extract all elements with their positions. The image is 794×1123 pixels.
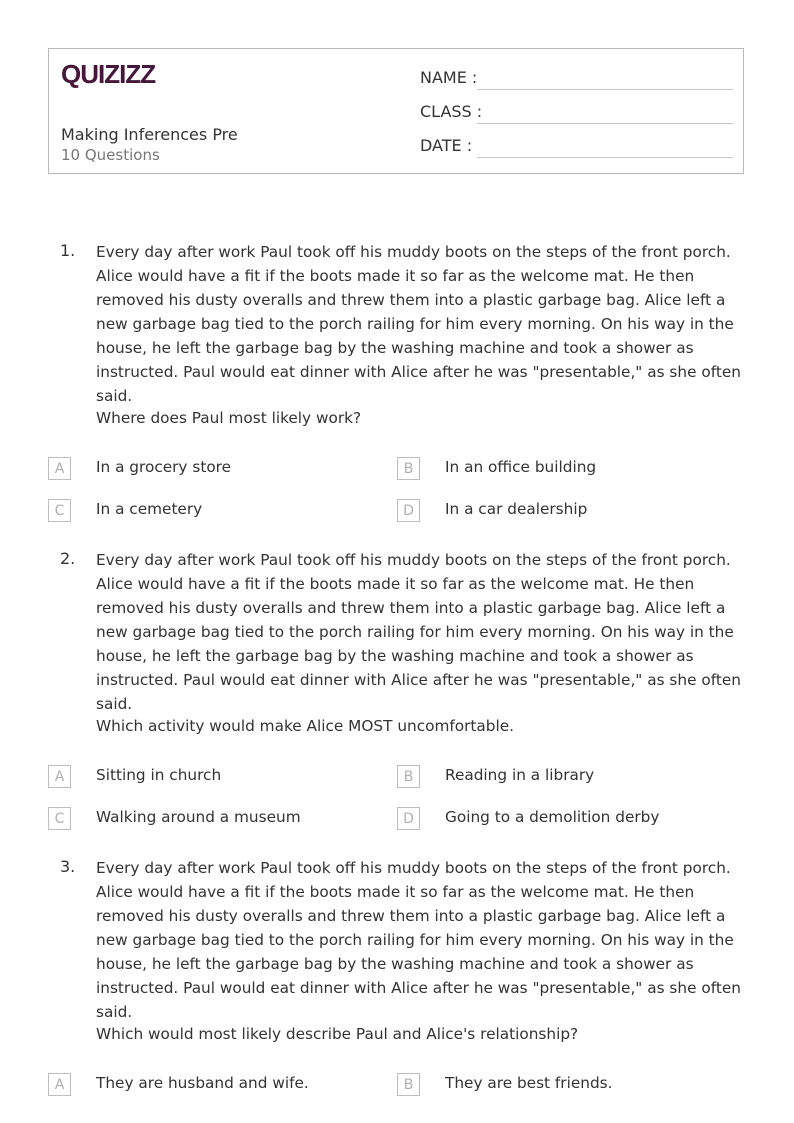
question-number: 1. [60,241,76,260]
date-line [477,157,733,158]
option-a-text: They are husband and wife. [96,1074,309,1092]
option-a-text: In a grocery store [96,458,232,476]
class-label: CLASS : [420,102,483,121]
option-d-text: Going to a demolition derby [445,808,660,826]
date-label: DATE : [420,136,473,155]
question-count: 10 Questions [61,146,160,164]
option-c-text: Walking around a museum [96,808,301,826]
option-a-box[interactable]: A [48,457,71,480]
option-a-box[interactable]: A [48,765,71,788]
option-a-box[interactable]: A [48,1073,71,1096]
question-number: 2. [60,549,76,568]
option-a-text: Sitting in church [96,766,222,784]
option-b-box[interactable]: B [397,765,420,788]
option-d-text: In a car dealership [445,500,588,518]
option-b-text: Reading in a library [445,766,595,784]
option-c-box[interactable]: C [48,807,71,830]
question-prompt: Which activity would make Alice MOST uncomfortable. [96,717,515,735]
option-c-text: In a cemetery [96,500,203,518]
option-d-box[interactable]: D [397,807,420,830]
question-prompt: Which would most likely describe Paul and Alice's relationship? [96,1025,579,1043]
option-b-text: They are best friends. [445,1074,613,1092]
option-b-box[interactable]: B [397,1073,420,1096]
question-number: 3. [60,857,76,876]
question-passage: Every day after work Paul took off his muddy boots on the steps of the front porch. Alice would have a fit if the boots made it so far as the welcome mat. He then removed his dusty overalls and threw them into a plastic garbage bag. Alice left a new garbage bag tied to the porch railing for him every morning. On his way in the house, he left the garbage bag by the washing machine and took a shower as instructed. Paul would eat dinner with Alice after he was "presentable," as she often said. [96,243,741,405]
option-b-text: In an office building [445,458,597,476]
worksheet-title: Making Inferences Pre [61,125,238,144]
class-line [477,123,733,124]
name-line [477,89,733,90]
question-prompt: Where does Paul most likely work? [96,409,362,427]
quizizz-logo: QUIZIZZ [61,59,156,89]
option-d-box[interactable]: D [397,499,420,522]
worksheet-header [48,48,744,174]
option-c-box[interactable]: C [48,499,71,522]
question-passage: Every day after work Paul took off his muddy boots on the steps of the front porch. Alice would have a fit if the boots made it so far as the welcome mat. He then removed his dusty overalls and threw them into a plastic garbage bag. Alice left a new garbage bag tied to the porch railing for him every morning. On his way in the house, he left the garbage bag by the washing machine and took a shower as instructed. Paul would eat dinner with Alice after he was "presentable," as she often said. [96,859,741,1021]
question-passage: Every day after work Paul took off his muddy boots on the steps of the front porch. Alice would have a fit if the boots made it so far as the welcome mat. He then removed his dusty overalls and threw them into a plastic garbage bag. Alice left a new garbage bag tied to the porch railing for him every morning. On his way in the house, he left the garbage bag by the washing machine and took a shower as instructed. Paul would eat dinner with Alice after he was "presentable," as she often said. [96,551,741,713]
option-b-box[interactable]: B [397,457,420,480]
name-label: NAME : [420,68,478,87]
